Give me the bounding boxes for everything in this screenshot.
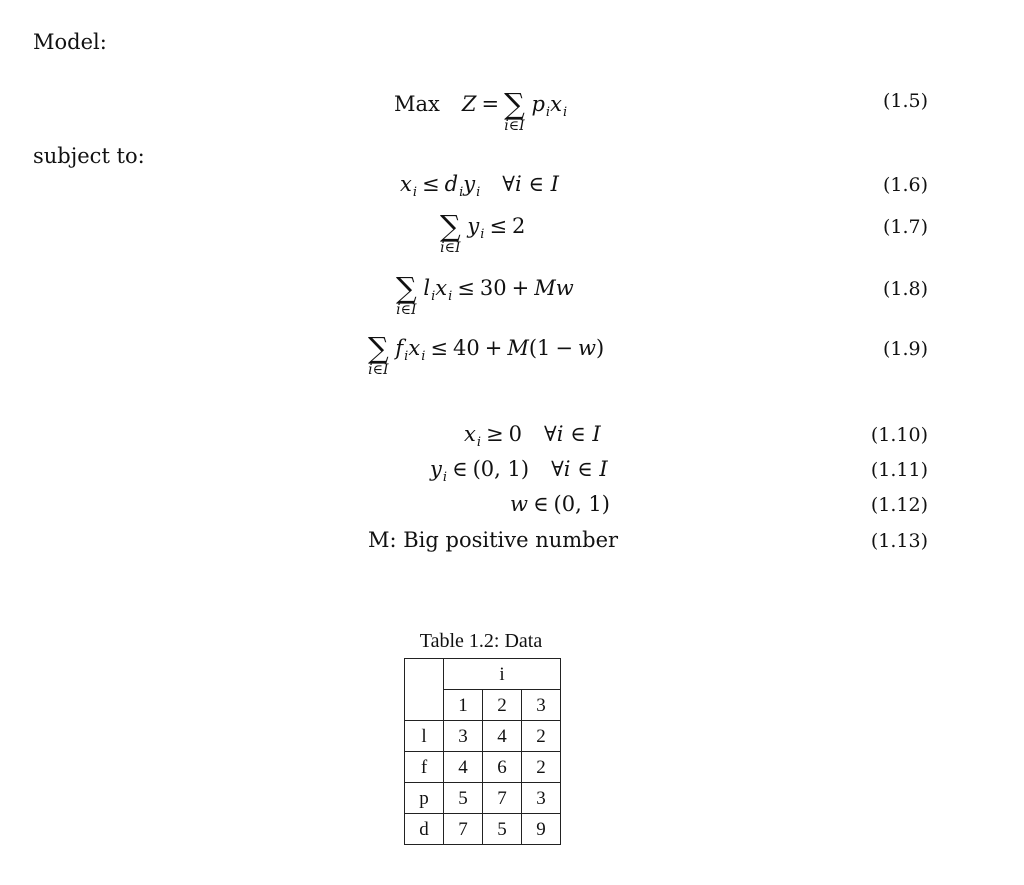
eq-1-9-rhs: 40 xyxy=(452,336,480,360)
table-cell: 9 xyxy=(522,814,561,845)
table-cell: 3 xyxy=(444,721,483,752)
table-row xyxy=(405,814,561,845)
table-row xyxy=(405,752,561,783)
table-cell: 2 xyxy=(522,721,561,752)
table-cell: 5 xyxy=(483,814,522,845)
table-cell: 4 xyxy=(483,721,522,752)
row-header: l xyxy=(405,721,444,752)
eq-1-10-rhs: 0 xyxy=(508,422,522,446)
table-cell: 7 xyxy=(483,783,522,814)
equation-number: (1.11) xyxy=(870,459,928,481)
model-label: Model: xyxy=(33,30,107,54)
table-cell: 3 xyxy=(522,783,561,814)
equation-number: (1.7) xyxy=(882,216,928,238)
table-cell: 7 xyxy=(444,814,483,845)
table-cell: 2 xyxy=(522,752,561,783)
eq-1-12-set: (0, 1) xyxy=(553,492,610,516)
table-cell: 6 xyxy=(483,752,522,783)
column-group-header: i xyxy=(444,659,561,690)
equation-number: (1.12) xyxy=(870,494,928,516)
table-cell: 5 xyxy=(444,783,483,814)
row-header: f xyxy=(405,752,444,783)
table-caption: Table 1.2: Data xyxy=(419,630,543,652)
equation-number: (1.10) xyxy=(870,424,928,446)
eq-1-11-set: (0, 1) xyxy=(472,457,530,481)
table-cell: 4 xyxy=(444,752,483,783)
equation-number: (1.8) xyxy=(882,278,928,300)
eq-1-8-rhs: 30 xyxy=(479,276,507,300)
eq-1-7-rhs: 2 xyxy=(512,214,526,238)
row-header: p xyxy=(405,783,444,814)
table-corner xyxy=(405,659,444,721)
equation-number: (1.5) xyxy=(882,90,928,112)
max-word: Max xyxy=(394,92,440,116)
equation-number: (1.6) xyxy=(882,174,928,196)
data-table xyxy=(404,658,561,845)
row-header: d xyxy=(405,814,444,845)
subject-to-label: subject to: xyxy=(33,144,145,168)
table-row xyxy=(405,783,561,814)
equation-number: (1.13) xyxy=(870,530,928,552)
column-header: 1 xyxy=(444,690,483,721)
column-header: 2 xyxy=(483,690,522,721)
table-row xyxy=(405,721,561,752)
big-m-definition: M: Big positive number xyxy=(368,528,619,552)
column-header: 3 xyxy=(522,690,561,721)
equation-number: (1.9) xyxy=(882,338,928,360)
